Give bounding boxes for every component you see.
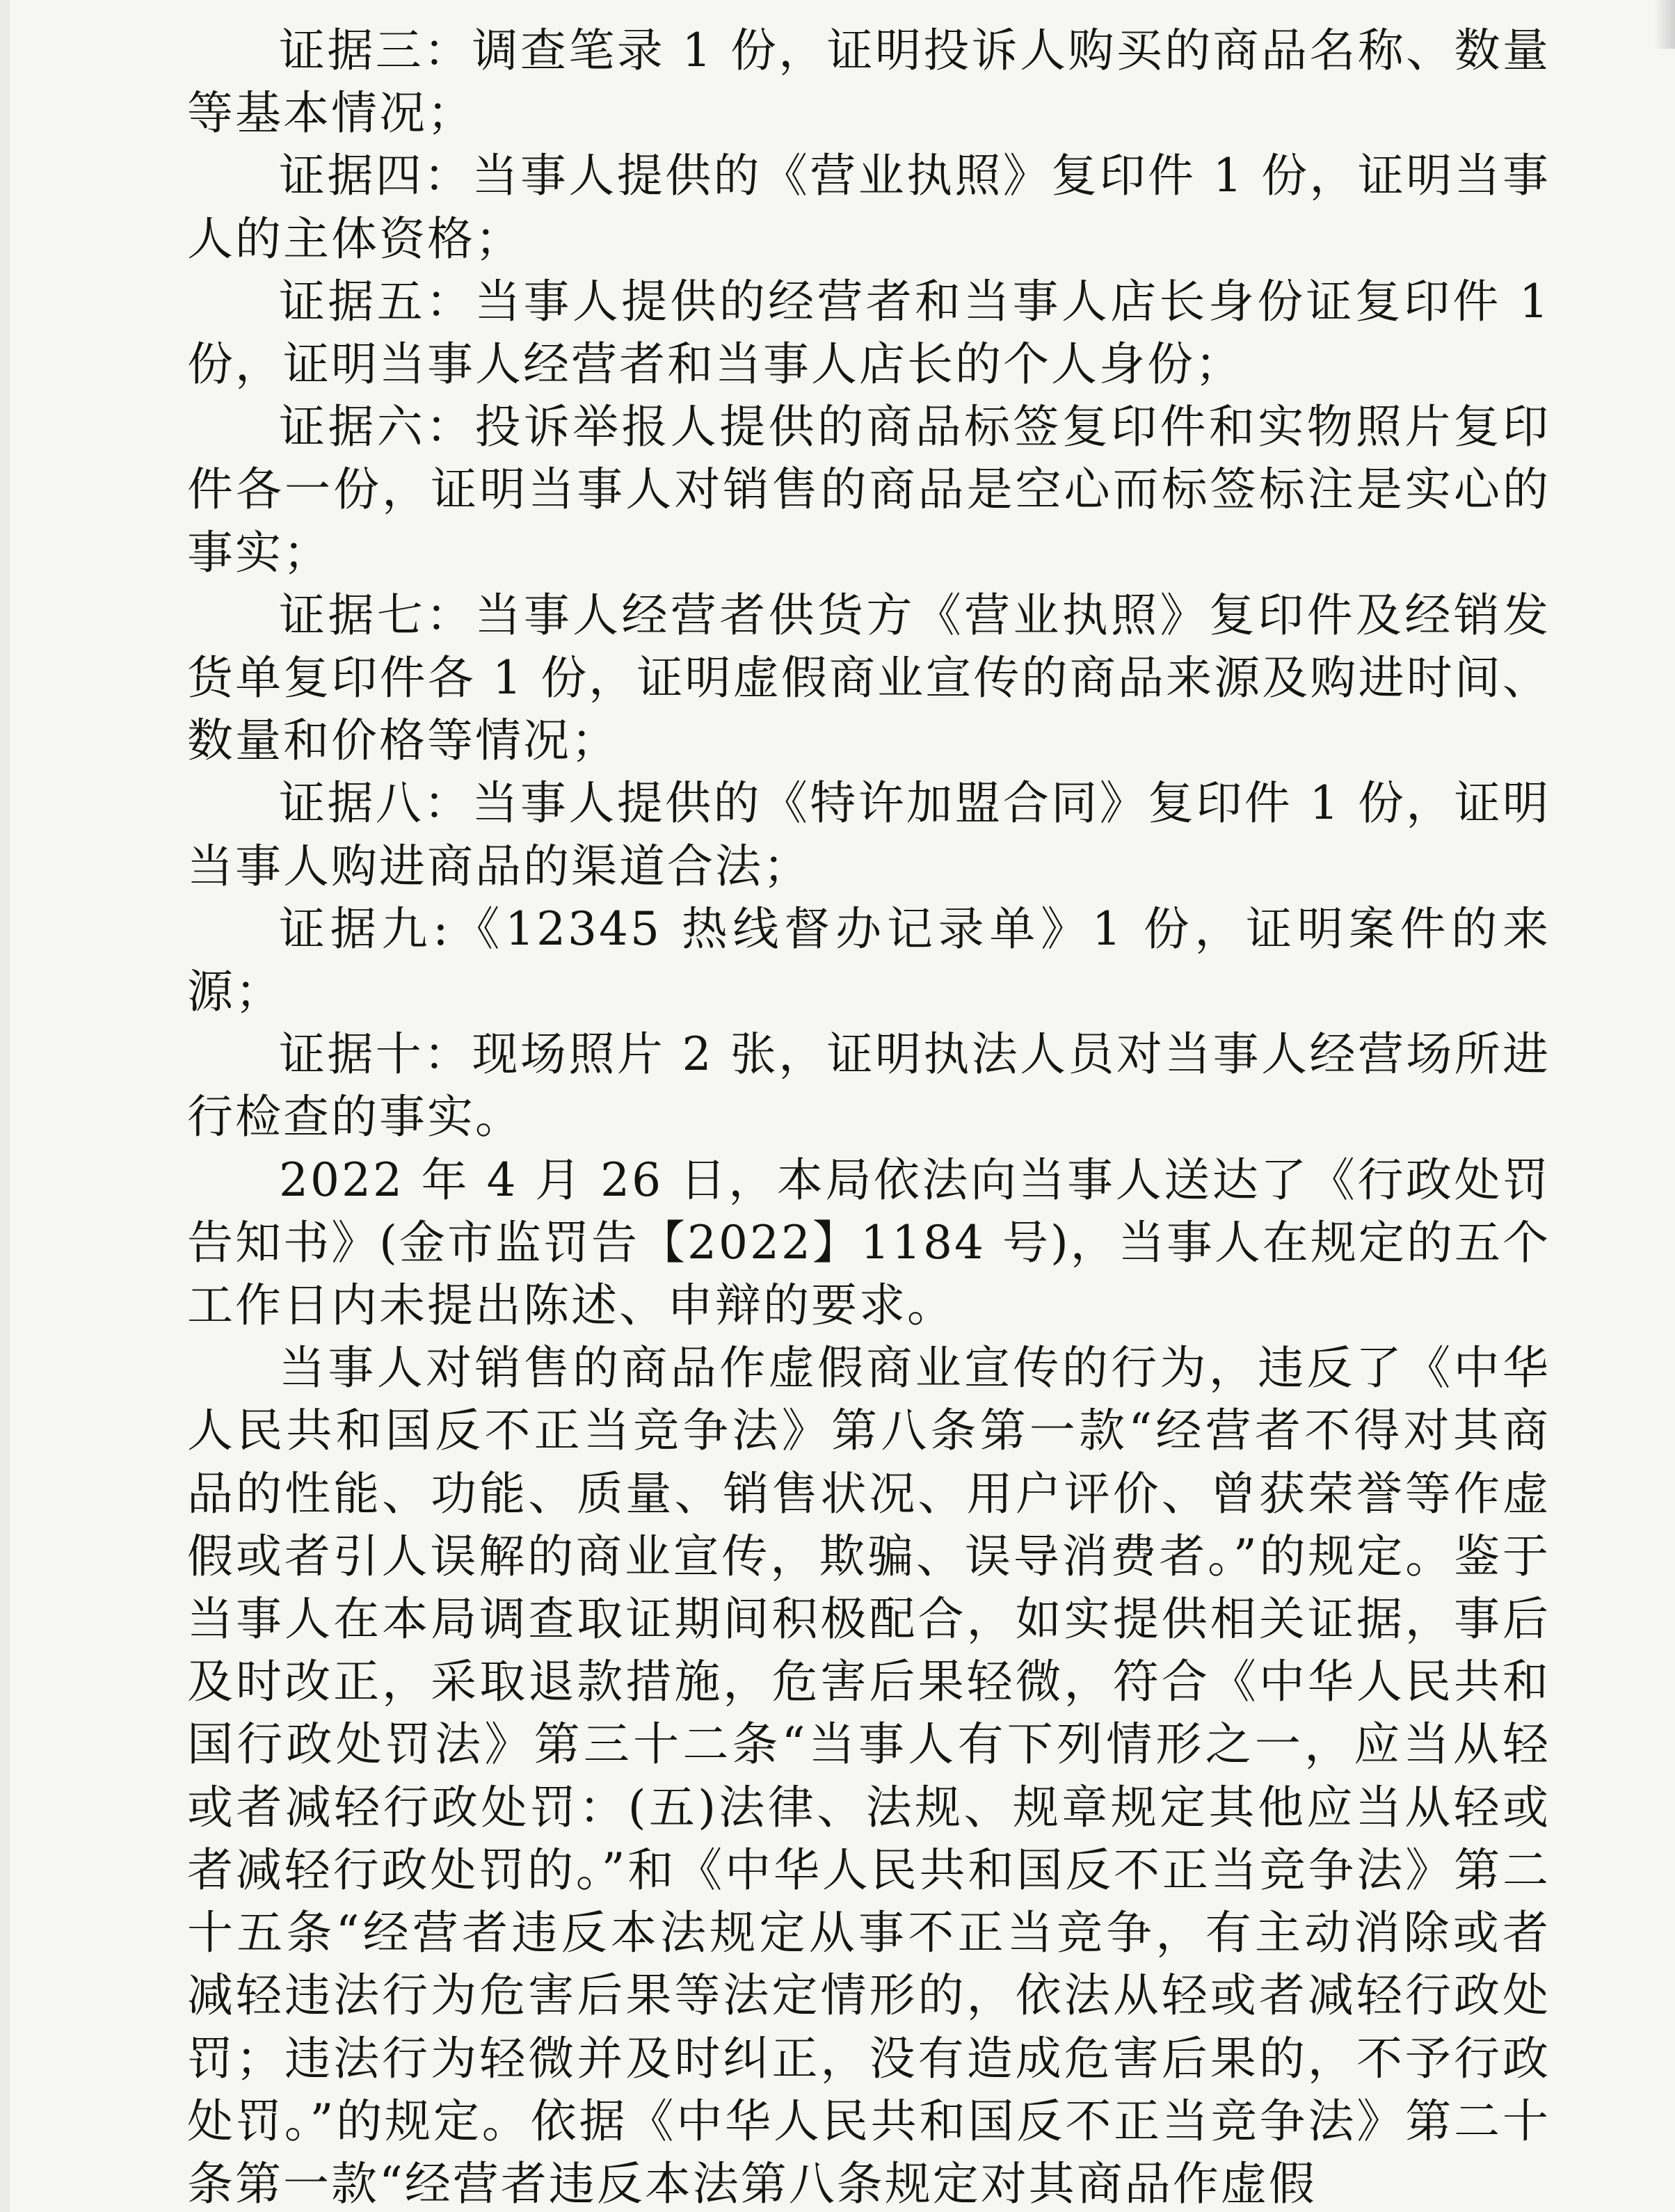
notice-paragraph (187, 1149, 1550, 1338)
evidence-7-label: 证据七： (279, 588, 475, 642)
evidence-10-text: 现场照片 2 张，证明执法人员对当事人经营场所进行检查的事实。 (187, 1027, 1550, 1144)
evidence-8-text: 当事人提供的《特许加盟合同》复印件 1 份，证明当事人购进商品的渠道合法； (187, 776, 1550, 893)
evidence-3-paragraph (187, 19, 1550, 145)
evidence-10-paragraph (187, 1023, 1550, 1148)
evidence-3-text: 调查笔录 1 份，证明投诉人购买的商品名称、数量等基本情况； (187, 24, 1550, 141)
evidence-3-label: 证据三： (279, 24, 472, 77)
evidence-9-label: 证据九: (279, 901, 451, 956)
evidence-10-label: 证据十： (279, 1027, 472, 1082)
evidence-6-text: 投诉举报人提供的商品标签复印件和实物照片复印件各一份，证明当事人对销售的商品是空心而标签标注是实心的事实； (187, 400, 1551, 579)
document-body (187, 19, 1550, 2212)
evidence-5-text: 当事人提供的经营者和当事人店长身份证复印件 1 份，证明当事人经营者和当事人店长的个人身份； (187, 274, 1550, 392)
evidence-7-text: 当事人经营者供货方《营业执照》复印件及经销发货单复印件各 1 份，证明虚假商业宣传的商品来源及购进时间、数量和价格等情况； (187, 588, 1551, 768)
evidence-4-label: 证据四： (279, 149, 472, 203)
evidence-5-label: 证据五： (279, 274, 475, 328)
evidence-9-paragraph (187, 898, 1550, 1023)
evidence-8-paragraph (187, 772, 1550, 897)
evidence-8-label: 证据八： (279, 776, 472, 831)
evidence-5-paragraph (187, 271, 1550, 396)
evidence-6-label: 证据六： (279, 400, 475, 454)
evidence-9-text: 《12345 热线督办记录单》1 份，证明案件的来源； (187, 901, 1550, 1019)
notice-text: 2022 年 4 月 26 日，本局依法向当事人送达了《行政处罚告知书》(金市监罚告【2022】1184 号)，当事人在规定的五个工作日内未提出陈述、申辩的要求。 (187, 1153, 1550, 1333)
evidence-7-paragraph (187, 584, 1550, 773)
document-page (10, 0, 1675, 2212)
evidence-4-paragraph (187, 145, 1550, 270)
evidence-4-text: 当事人提供的《营业执照》复印件 1 份，证明当事人的主体资格； (187, 149, 1550, 266)
evidence-6-paragraph (187, 396, 1550, 584)
legal-basis-text: 当事人对销售的商品作虚假商业宣传的行为，违反了《中华人民共和国反不正当竞争法》第八条第一款“经营者不得对其商品的性能、功能、质量、销售状况、用户评价、曾获荣誉等作虚假或者引人误解的商业宣传，欺骗、误导消费者。”的规定。鉴于当事人在本局调查取证期间积极配合，如实提供相关证据，事后及时改正，采取退款措施，危害后果轻微，符合《中华人民共和国行政处罚法》第三十二条“当事人有下列情形之一，应当从轻或者减轻行政处罚：(五)法律、法规、规章规定其他应当从轻或者减轻行政处罚的。”和《中华人民共和国反不正当竞争法》第二十五条“经营者违反本法规定从事不正当竞争，有主动消除或者减轻违法行为危害后果等法定情形的，依法从轻或者减轻行政处罚；违法行为轻微并及时纠正，没有造成危害后果的，不予行政处罚。”的规定。依据《中华人民共和国反不正当竞争法》第二十条第一款“经营者违反本法第八条规定对其商品作虚假 (187, 1341, 1550, 2211)
legal-basis-paragraph (187, 1337, 1550, 2212)
page-edge-shadow (1654, 0, 1675, 49)
